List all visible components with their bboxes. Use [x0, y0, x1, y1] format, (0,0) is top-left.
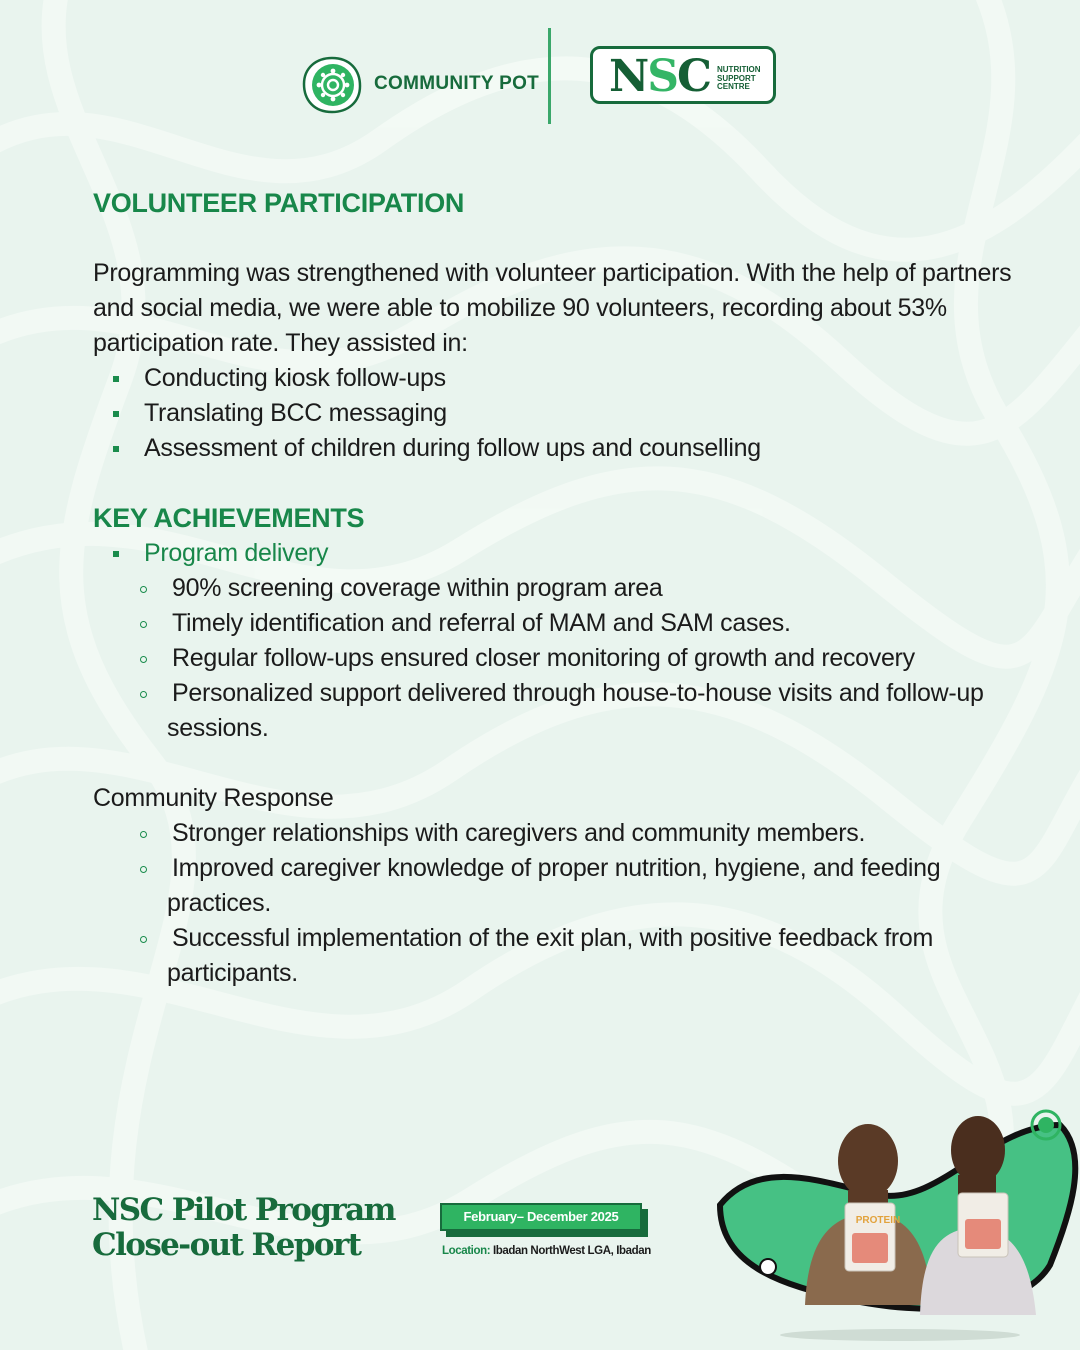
package-label: PROTEIN — [855, 1215, 901, 1226]
volunteer-list — [93, 361, 1033, 466]
community-pot-logo-icon — [300, 54, 364, 116]
date-range-badge: February– December 2025 — [440, 1203, 648, 1237]
list-item: Timely identification and referral of MAM and SAM cases. — [93, 606, 1033, 641]
list-item: Regular follow-ups ensured closer monitoring of growth and recovery — [93, 641, 1033, 676]
community-response-list — [93, 816, 1033, 991]
report-content — [93, 186, 1033, 991]
nsc-subtitle: NUTRITION SUPPORT CENTRE — [717, 65, 761, 91]
nsc-initials: NSC — [609, 51, 711, 102]
nsc-logo — [590, 46, 776, 104]
list-item: Improved caregiver knowledge of proper nutrition, hygiene, and feeding practices. — [93, 851, 967, 921]
list-item: 90% screening coverage within program area — [93, 571, 1033, 606]
program-delivery-label: Program delivery — [93, 536, 1033, 571]
achievements-heading: KEY ACHIEVEMENTS — [93, 503, 365, 533]
list-item: Successful implementation of the exit plan, with positive feedback from participants. — [93, 921, 987, 991]
list-item: Translating BCC messaging — [93, 396, 1033, 431]
list-item: Personalized support delivered through house-to-house visits and follow-up sessions. — [93, 676, 993, 746]
volunteer-heading: VOLUNTEER PARTICIPATION — [93, 188, 465, 218]
children-photo-illustration — [700, 1095, 1080, 1345]
achievements-list — [93, 536, 1033, 571]
community-pot-name: COMMUNITY POT — [374, 73, 540, 94]
location-text: Location: Ibadan NorthWest LGA, Ibadan — [442, 1245, 651, 1257]
list-item: Assessment of children during follow ups and counselling — [93, 431, 1033, 466]
header-divider — [548, 28, 551, 124]
volunteer-paragraph: Programming was strengthened with volunteer participation. With the help of partners and social media, we were able to mobilize 90 volunteers, recording about 53% participation rate. They assisted in: — [93, 259, 1012, 357]
program-delivery-list — [93, 571, 1033, 746]
community-response-label: Community Response — [93, 784, 334, 812]
list-item: Conducting kiosk follow-ups — [93, 361, 1033, 396]
list-item: Stronger relationships with caregivers and community members. — [93, 816, 1033, 851]
report-title: NSC Pilot Program Close-out Report — [92, 1192, 395, 1263]
